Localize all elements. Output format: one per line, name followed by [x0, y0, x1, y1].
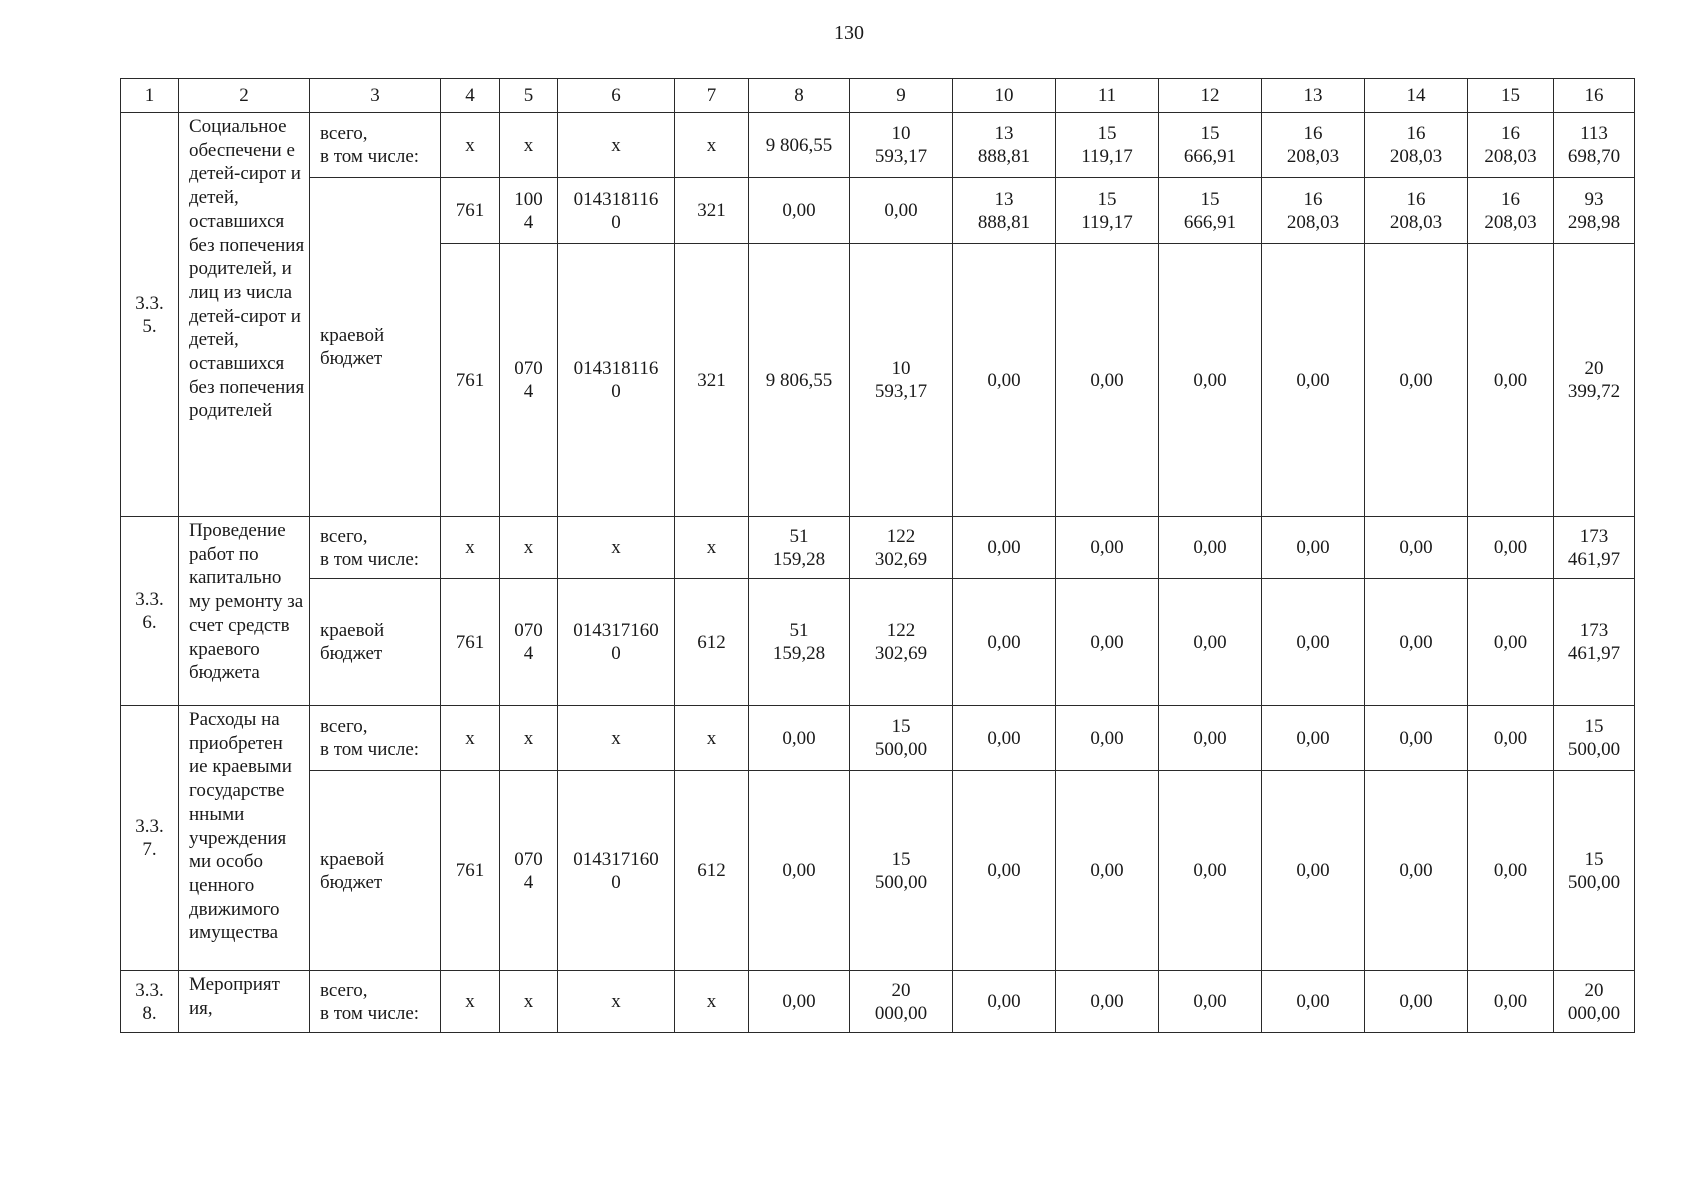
header-cell: 12: [1159, 79, 1262, 113]
table-cell: 0,00: [749, 771, 850, 971]
header-cell: 4: [441, 79, 500, 113]
funding-source: всего, в том числе:: [310, 517, 441, 579]
table-cell: 761: [441, 178, 500, 244]
table-cell: 9 806,55: [749, 113, 850, 178]
table-cell: 761: [441, 579, 500, 706]
table-cell: 321: [675, 244, 749, 517]
table-cell: 15 666,91: [1159, 113, 1262, 178]
table-cell: 0,00: [1159, 771, 1262, 971]
table-cell: 15 119,17: [1056, 113, 1159, 178]
table-cell: x: [500, 971, 558, 1033]
table-cell: x: [441, 706, 500, 771]
table-cell: 014318116 0: [558, 178, 675, 244]
table-cell: 612: [675, 771, 749, 971]
table-cell: 0,00: [1468, 771, 1554, 971]
table-cell: x: [558, 971, 675, 1033]
table-cell: 15 500,00: [850, 706, 953, 771]
row-number: 3.3. 5.: [121, 113, 179, 517]
header-cell: 2: [179, 79, 310, 113]
funding-source: краевой бюджет: [310, 579, 441, 706]
table-cell: 15 119,17: [1056, 178, 1159, 244]
header-row: [121, 79, 1635, 113]
table-cell: 0,00: [1056, 971, 1159, 1033]
table-cell: 0,00: [1365, 971, 1468, 1033]
header-cell: 16: [1554, 79, 1635, 113]
table-cell: 0,00: [953, 517, 1056, 579]
table-cell: 10 593,17: [850, 113, 953, 178]
header-cell: 8: [749, 79, 850, 113]
table-cell: 0,00: [953, 971, 1056, 1033]
header-cell: 11: [1056, 79, 1159, 113]
row-number: 3.3. 6.: [121, 517, 179, 706]
table-cell: 16 208,03: [1468, 113, 1554, 178]
table-cell: 070 4: [500, 579, 558, 706]
table-cell: x: [558, 517, 675, 579]
header-cell: 9: [850, 79, 953, 113]
funding-source: краевой бюджет: [310, 178, 441, 517]
table-cell: 0,00: [1468, 706, 1554, 771]
table-cell: 0,00: [1365, 771, 1468, 971]
table-row: [121, 971, 1635, 1033]
table-cell: 20 000,00: [850, 971, 953, 1033]
table-row: [121, 178, 1635, 244]
funding-source: всего, в том числе:: [310, 971, 441, 1033]
table-cell: 13 888,81: [953, 178, 1056, 244]
table-cell: 0,00: [1159, 579, 1262, 706]
header-cell: 15: [1468, 79, 1554, 113]
table-cell: 0,00: [1262, 517, 1365, 579]
table-cell: 0,00: [1468, 517, 1554, 579]
header-cell: 6: [558, 79, 675, 113]
header-cell: 10: [953, 79, 1056, 113]
table-cell: 122 302,69: [850, 517, 953, 579]
table-cell: x: [500, 113, 558, 178]
table-cell: 13 888,81: [953, 113, 1056, 178]
table-cell: 0,00: [1365, 517, 1468, 579]
table-cell: 761: [441, 771, 500, 971]
table-cell: 0,00: [1056, 771, 1159, 971]
table-cell: 0,00: [953, 579, 1056, 706]
table-cell: 014317160 0: [558, 771, 675, 971]
table-cell: 014317160 0: [558, 579, 675, 706]
activity-name: Социальное обеспечени е детей-сирот и детей, оставшихся без попечения родителей, и лиц из числа детей-сирот и детей, оставшихся без попечения родителей: [179, 113, 310, 517]
table-cell: 16 208,03: [1262, 113, 1365, 178]
table-cell: 16 208,03: [1468, 178, 1554, 244]
table-cell: 16 208,03: [1365, 178, 1468, 244]
header-cell: 1: [121, 79, 179, 113]
activity-name: Расходы на приобретен ие краевыми государстве нными учреждения ми особо ценного движимого имущества: [179, 706, 310, 971]
table-cell: 173 461,97: [1554, 517, 1635, 579]
table-cell: 51 159,28: [749, 517, 850, 579]
table-cell: 0,00: [850, 178, 953, 244]
row-number: 3.3. 7.: [121, 706, 179, 971]
funding-source: краевой бюджет: [310, 771, 441, 971]
table-cell: x: [500, 517, 558, 579]
table-cell: 0,00: [749, 178, 850, 244]
table-cell: x: [500, 706, 558, 771]
table-cell: 113 698,70: [1554, 113, 1635, 178]
table-cell: 0,00: [953, 244, 1056, 517]
header-cell: 5: [500, 79, 558, 113]
table-row: [121, 771, 1635, 971]
header-cell: 14: [1365, 79, 1468, 113]
table-cell: 612: [675, 579, 749, 706]
table-cell: 0,00: [1056, 244, 1159, 517]
table-cell: x: [675, 706, 749, 771]
table-cell: 100 4: [500, 178, 558, 244]
page-number: 130: [834, 22, 864, 44]
table-cell: 321: [675, 178, 749, 244]
table-cell: 10 593,17: [850, 244, 953, 517]
table-cell: 0,00: [1159, 706, 1262, 771]
table-cell: 20 399,72: [1554, 244, 1635, 517]
header-cell: 7: [675, 79, 749, 113]
table-cell: x: [441, 113, 500, 178]
table-cell: 122 302,69: [850, 579, 953, 706]
table-cell: 15 500,00: [1554, 771, 1635, 971]
table-cell: 0,00: [1468, 971, 1554, 1033]
table-cell: 070 4: [500, 771, 558, 971]
funding-source: всего, в том числе:: [310, 113, 441, 178]
table-row: [121, 113, 1635, 178]
table-cell: 761: [441, 244, 500, 517]
table-cell: 0,00: [1262, 771, 1365, 971]
table-cell: 15 500,00: [1554, 706, 1635, 771]
table-cell: 0,00: [749, 971, 850, 1033]
table-cell: x: [441, 971, 500, 1033]
table-cell: x: [675, 971, 749, 1033]
table-cell: 51 159,28: [749, 579, 850, 706]
table-cell: 93 298,98: [1554, 178, 1635, 244]
table-cell: 0,00: [1365, 579, 1468, 706]
table-cell: 0,00: [1262, 244, 1365, 517]
table-cell: 173 461,97: [1554, 579, 1635, 706]
activity-name: Мероприят ия,: [179, 971, 310, 1033]
table-cell: 0,00: [1056, 579, 1159, 706]
table-row: [121, 517, 1635, 579]
table-cell: 014318116 0: [558, 244, 675, 517]
table-cell: 0,00: [1159, 971, 1262, 1033]
table-cell: 15 666,91: [1159, 178, 1262, 244]
table-cell: x: [675, 517, 749, 579]
table-cell: 0,00: [749, 706, 850, 771]
table-cell: 15 500,00: [850, 771, 953, 971]
table-cell: 0,00: [953, 771, 1056, 971]
header-cell: 3: [310, 79, 441, 113]
table-cell: 16 208,03: [1262, 178, 1365, 244]
table-cell: 0,00: [1262, 971, 1365, 1033]
table-cell: 0,00: [1056, 706, 1159, 771]
table-cell: 0,00: [1159, 244, 1262, 517]
table-cell: 0,00: [1468, 244, 1554, 517]
table-row: [121, 579, 1635, 706]
table-cell: 16 208,03: [1365, 113, 1468, 178]
table-cell: 0,00: [1159, 517, 1262, 579]
table-cell: 0,00: [1365, 244, 1468, 517]
table-cell: 0,00: [1262, 706, 1365, 771]
table-cell: x: [441, 517, 500, 579]
table-cell: 0,00: [1365, 706, 1468, 771]
table-cell: 0,00: [1262, 579, 1365, 706]
table-cell: 20 000,00: [1554, 971, 1635, 1033]
header-cell: 13: [1262, 79, 1365, 113]
table-cell: 9 806,55: [749, 244, 850, 517]
funding-source: всего, в том числе:: [310, 706, 441, 771]
table-cell: 0,00: [1056, 517, 1159, 579]
table-cell: x: [558, 113, 675, 178]
activity-name: Проведение работ по капитально му ремонту за счет средств краевого бюджета: [179, 517, 310, 706]
row-number: 3.3. 8.: [121, 971, 179, 1033]
table-cell: x: [675, 113, 749, 178]
table-cell: 0,00: [953, 706, 1056, 771]
table-cell: 070 4: [500, 244, 558, 517]
table-cell: x: [558, 706, 675, 771]
budget-table: [120, 78, 1635, 1033]
table-cell: 0,00: [1468, 579, 1554, 706]
table-row: [121, 706, 1635, 771]
